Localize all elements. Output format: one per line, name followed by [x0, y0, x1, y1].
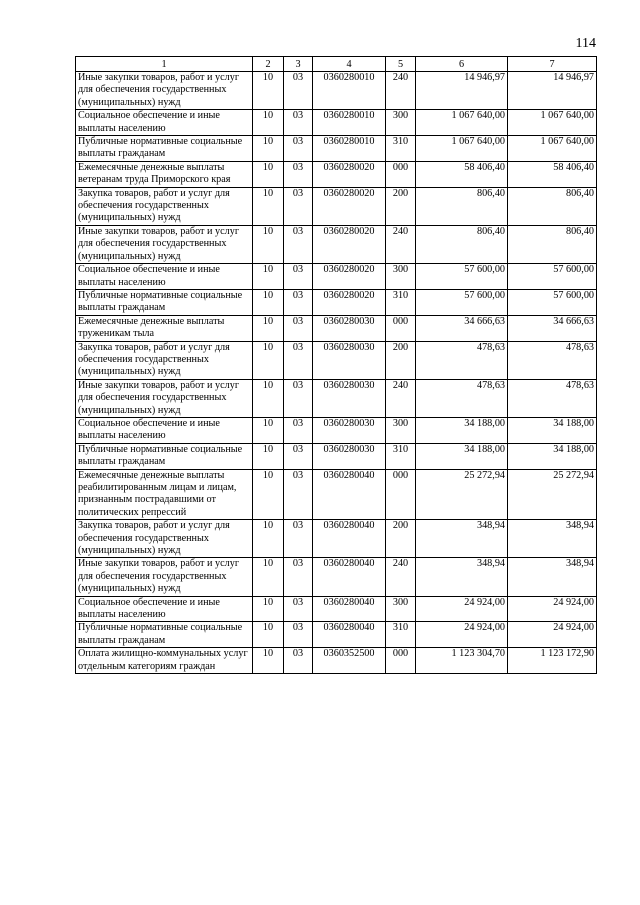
amount-cell: 57 600,00 — [508, 264, 597, 290]
row-name-cell: Ежемесячные денежные выплаты реабилитированным лицам и лицам, признанным пострадавшими от политических репрессий — [76, 469, 253, 520]
target-article-cell: 0360280040 — [313, 596, 386, 622]
row-name-cell: Публичные нормативные социальные выплаты гражданам — [76, 443, 253, 469]
amount-cell: 14 946,97 — [508, 72, 597, 110]
subsection-code-cell: 03 — [284, 341, 313, 379]
expense-type-cell: 310 — [386, 289, 416, 315]
section-code-cell: 10 — [253, 136, 284, 162]
row-name-cell: Иные закупки товаров, работ и услуг для обеспечения государственных (муниципальных) нужд — [76, 72, 253, 110]
target-article-cell: 0360280020 — [313, 161, 386, 187]
expense-type-cell: 240 — [386, 558, 416, 596]
expense-type-cell: 300 — [386, 110, 416, 136]
expense-type-cell: 000 — [386, 315, 416, 341]
target-article-cell: 0360280040 — [313, 558, 386, 596]
amount-cell: 806,40 — [416, 187, 508, 225]
row-name-cell: Ежемесячные денежные выплаты труженикам тыла — [76, 315, 253, 341]
table-row — [76, 648, 597, 674]
target-article-cell: 0360280040 — [313, 469, 386, 520]
section-code-cell: 10 — [253, 225, 284, 263]
expense-type-cell: 300 — [386, 596, 416, 622]
section-code-cell: 10 — [253, 187, 284, 225]
subsection-code-cell: 03 — [284, 187, 313, 225]
table-row — [76, 622, 597, 648]
section-code-cell: 10 — [253, 72, 284, 110]
expense-type-cell: 000 — [386, 648, 416, 674]
section-code-cell: 10 — [253, 417, 284, 443]
subsection-code-cell: 03 — [284, 379, 313, 417]
column-header: 5 — [386, 57, 416, 72]
amount-cell: 478,63 — [416, 379, 508, 417]
table-row — [76, 264, 597, 290]
amount-cell: 34 188,00 — [416, 417, 508, 443]
amount-cell: 14 946,97 — [416, 72, 508, 110]
row-name-cell: Ежемесячные денежные выплаты ветеранам труда Приморского края — [76, 161, 253, 187]
amount-cell: 806,40 — [508, 187, 597, 225]
amount-cell: 806,40 — [416, 225, 508, 263]
table-row — [76, 315, 597, 341]
table-row — [76, 417, 597, 443]
amount-cell: 1 067 640,00 — [416, 110, 508, 136]
subsection-code-cell: 03 — [284, 469, 313, 520]
section-code-cell: 10 — [253, 379, 284, 417]
amount-cell: 1 067 640,00 — [508, 110, 597, 136]
amount-cell: 24 924,00 — [508, 622, 597, 648]
amount-cell: 348,94 — [416, 558, 508, 596]
target-article-cell: 0360280010 — [313, 110, 386, 136]
subsection-code-cell: 03 — [284, 558, 313, 596]
row-name-cell: Закупка товаров, работ и услуг для обеспечения государственных (муниципальных) нужд — [76, 520, 253, 558]
column-header: 4 — [313, 57, 386, 72]
subsection-code-cell: 03 — [284, 596, 313, 622]
expense-type-cell: 300 — [386, 417, 416, 443]
row-name-cell: Закупка товаров, работ и услуг для обеспечения государственных (муниципальных) нужд — [76, 341, 253, 379]
subsection-code-cell: 03 — [284, 264, 313, 290]
table-row — [76, 469, 597, 520]
column-header: 3 — [284, 57, 313, 72]
expense-type-cell: 310 — [386, 136, 416, 162]
table-row — [76, 136, 597, 162]
section-code-cell: 10 — [253, 520, 284, 558]
row-name-cell: Публичные нормативные социальные выплаты гражданам — [76, 289, 253, 315]
row-name-cell: Социальное обеспечение и иные выплаты населению — [76, 264, 253, 290]
target-article-cell: 0360280030 — [313, 379, 386, 417]
target-article-cell: 0360280030 — [313, 443, 386, 469]
amount-cell: 34 666,63 — [508, 315, 597, 341]
section-code-cell: 10 — [253, 264, 284, 290]
column-header: 7 — [508, 57, 597, 72]
subsection-code-cell: 03 — [284, 443, 313, 469]
target-article-cell: 0360280020 — [313, 187, 386, 225]
header-row — [76, 57, 597, 72]
subsection-code-cell: 03 — [284, 72, 313, 110]
section-code-cell: 10 — [253, 596, 284, 622]
subsection-code-cell: 03 — [284, 315, 313, 341]
target-article-cell: 0360280010 — [313, 136, 386, 162]
target-article-cell: 0360280030 — [313, 417, 386, 443]
amount-cell: 34 188,00 — [508, 417, 597, 443]
expense-type-cell: 300 — [386, 264, 416, 290]
amount-cell: 57 600,00 — [416, 264, 508, 290]
target-article-cell: 0360280040 — [313, 520, 386, 558]
subsection-code-cell: 03 — [284, 417, 313, 443]
table-row — [76, 558, 597, 596]
table-row — [76, 520, 597, 558]
budget-table — [75, 56, 597, 674]
target-article-cell: 0360352500 — [313, 648, 386, 674]
amount-cell: 58 406,40 — [416, 161, 508, 187]
row-name-cell: Иные закупки товаров, работ и услуг для обеспечения государственных (муниципальных) нужд — [76, 225, 253, 263]
amount-cell: 1 123 304,70 — [416, 648, 508, 674]
amount-cell: 478,63 — [508, 379, 597, 417]
subsection-code-cell: 03 — [284, 648, 313, 674]
section-code-cell: 10 — [253, 648, 284, 674]
row-name-cell: Закупка товаров, работ и услуг для обеспечения государственных (муниципальных) нужд — [76, 187, 253, 225]
table-row — [76, 72, 597, 110]
amount-cell: 24 924,00 — [508, 596, 597, 622]
section-code-cell: 10 — [253, 469, 284, 520]
table-row — [76, 341, 597, 379]
table-row — [76, 596, 597, 622]
table-row — [76, 379, 597, 417]
row-name-cell: Иные закупки товаров, работ и услуг для обеспечения государственных (муниципальных) нужд — [76, 379, 253, 417]
column-header: 1 — [76, 57, 253, 72]
expense-type-cell: 000 — [386, 161, 416, 187]
section-code-cell: 10 — [253, 315, 284, 341]
row-name-cell: Оплата жилищно-коммунальных услуг отдельным категориям граждан — [76, 648, 253, 674]
subsection-code-cell: 03 — [284, 622, 313, 648]
target-article-cell: 0360280010 — [313, 72, 386, 110]
amount-cell: 1 067 640,00 — [508, 136, 597, 162]
table-row — [76, 289, 597, 315]
subsection-code-cell: 03 — [284, 110, 313, 136]
expense-type-cell: 240 — [386, 379, 416, 417]
target-article-cell: 0360280030 — [313, 315, 386, 341]
expense-type-cell: 000 — [386, 469, 416, 520]
section-code-cell: 10 — [253, 558, 284, 596]
amount-cell: 34 666,63 — [416, 315, 508, 341]
row-name-cell: Социальное обеспечение и иные выплаты населению — [76, 596, 253, 622]
row-name-cell: Публичные нормативные социальные выплаты гражданам — [76, 136, 253, 162]
row-name-cell: Социальное обеспечение и иные выплаты населению — [76, 417, 253, 443]
amount-cell: 24 924,00 — [416, 596, 508, 622]
expense-type-cell: 200 — [386, 341, 416, 379]
amount-cell: 1 123 172,90 — [508, 648, 597, 674]
amount-cell: 34 188,00 — [508, 443, 597, 469]
target-article-cell: 0360280020 — [313, 289, 386, 315]
expense-type-cell: 310 — [386, 443, 416, 469]
amount-cell: 348,94 — [508, 520, 597, 558]
amount-cell: 57 600,00 — [508, 289, 597, 315]
amount-cell: 478,63 — [508, 341, 597, 379]
target-article-cell: 0360280030 — [313, 341, 386, 379]
amount-cell: 348,94 — [416, 520, 508, 558]
table-row — [76, 110, 597, 136]
target-article-cell: 0360280020 — [313, 225, 386, 263]
row-name-cell: Иные закупки товаров, работ и услуг для обеспечения государственных (муниципальных) нужд — [76, 558, 253, 596]
section-code-cell: 10 — [253, 289, 284, 315]
subsection-code-cell: 03 — [284, 289, 313, 315]
expense-type-cell: 200 — [386, 520, 416, 558]
amount-cell: 25 272,94 — [416, 469, 508, 520]
subsection-code-cell: 03 — [284, 136, 313, 162]
table-row — [76, 187, 597, 225]
table-row — [76, 161, 597, 187]
expense-type-cell: 240 — [386, 225, 416, 263]
amount-cell: 478,63 — [416, 341, 508, 379]
row-name-cell: Социальное обеспечение и иные выплаты населению — [76, 110, 253, 136]
target-article-cell: 0360280020 — [313, 264, 386, 290]
amount-cell: 25 272,94 — [508, 469, 597, 520]
amount-cell: 348,94 — [508, 558, 597, 596]
section-code-cell: 10 — [253, 110, 284, 136]
section-code-cell: 10 — [253, 341, 284, 379]
expense-type-cell: 240 — [386, 72, 416, 110]
subsection-code-cell: 03 — [284, 520, 313, 558]
row-name-cell: Публичные нормативные социальные выплаты гражданам — [76, 622, 253, 648]
subsection-code-cell: 03 — [284, 161, 313, 187]
table-row — [76, 443, 597, 469]
section-code-cell: 10 — [253, 622, 284, 648]
table-row — [76, 225, 597, 263]
section-code-cell: 10 — [253, 443, 284, 469]
column-header: 6 — [416, 57, 508, 72]
expense-type-cell: 310 — [386, 622, 416, 648]
amount-cell: 34 188,00 — [416, 443, 508, 469]
amount-cell: 24 924,00 — [416, 622, 508, 648]
column-header: 2 — [253, 57, 284, 72]
subsection-code-cell: 03 — [284, 225, 313, 263]
amount-cell: 1 067 640,00 — [416, 136, 508, 162]
amount-cell: 806,40 — [508, 225, 597, 263]
amount-cell: 58 406,40 — [508, 161, 597, 187]
page-number: 114 — [575, 36, 596, 51]
expense-type-cell: 200 — [386, 187, 416, 225]
target-article-cell: 0360280040 — [313, 622, 386, 648]
section-code-cell: 10 — [253, 161, 284, 187]
amount-cell: 57 600,00 — [416, 289, 508, 315]
